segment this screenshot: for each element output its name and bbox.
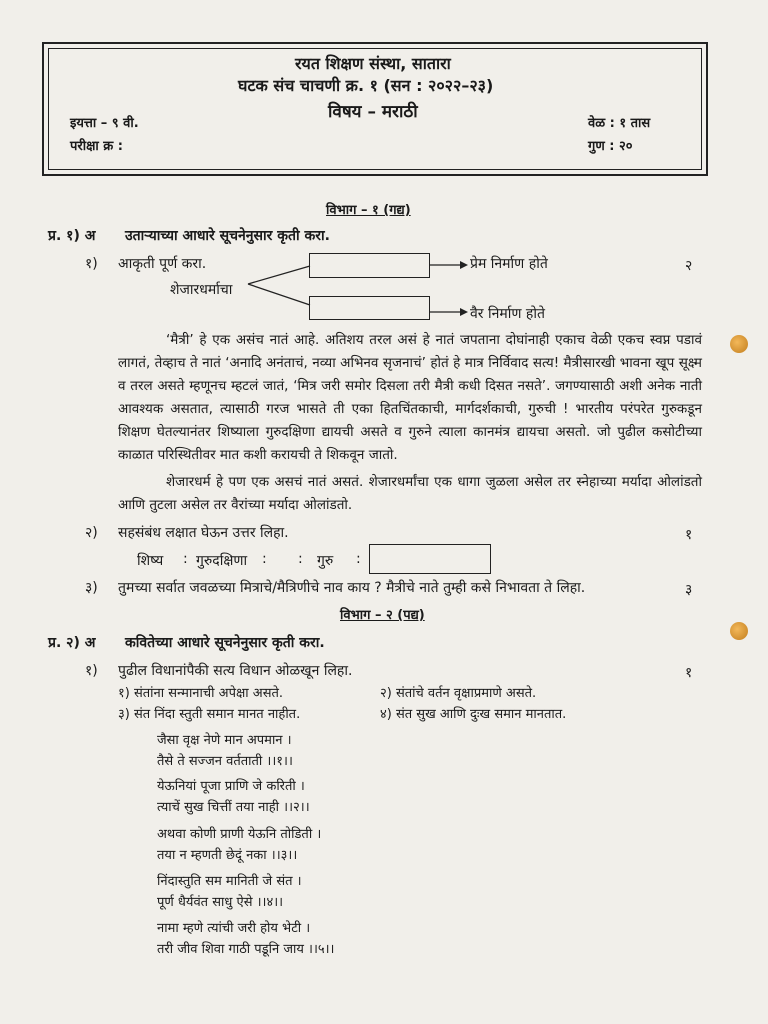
passage-paragraph-1: ‘मैत्री’ हे एक असंच नातं आहे. अतिशय तरल असं हे नातं जपताना दोघांनाही एकाच वेळी एकच स्वप्न पडावं लागतं, तेव्हाच ते नातं ‘अनादि अनंताचं, नव्या अभिनव सृजनाचं’ होतं हे मात्र निर्विवाद सत्य! मैत्रीसारखी भावना खूप सूक्ष्म व तरल असते म्हणूनच म्हटलं जातं, ‘मित्र जरी समोर दिसला तरी मैत्री कधी दिसत नसते’. जगण्यासाठी अशी अनेक नाती आवश्यक असतात, त्यासाठी गरज भासते ती एका हितचिंतकाची, मार्गदर्शकाची, गुरुची ! भारतीय परंपरेत गुरुकडून शिक्षण घेतल्यानंतर शिष्याला गुरुदक्षिणा द्यायची असते व गुरुने त्याला कानमंत्र द्यायचा असतो. जो पुढील कसोटीच्या काळात परिस्थितीवर मात कशी करायची ते शिकवून जातो. [118, 332, 702, 463]
test-title: घटक संच चाचणी क्र. १ (सन : २०२२–२३) [238, 76, 494, 95]
analogy-separator-4: : [356, 551, 361, 567]
option-2: २) संतांचे वर्तन वृक्षाप्रमाणे असते. [380, 686, 537, 701]
poem-line: तैसे ते सज्जन वर्तताती ।।१।। [157, 754, 293, 769]
outcome-love: प्रेम निर्माण होते [470, 256, 548, 272]
option-1: १) संतांना सन्मानाची अपेक्षा असते. [118, 686, 284, 701]
binder-hole [730, 335, 748, 353]
poem-line: जैसा वृक्ष नेणे मान अपमान । [157, 733, 292, 748]
q1-3-number: ३) [85, 580, 98, 596]
q1-2-text: सहसंबंध लक्षात घेऊन उत्तर लिहा. [118, 525, 289, 541]
q2-1-marks: १ [685, 665, 693, 681]
marks-label: गुण : २० [588, 139, 633, 154]
analogy-term-a: शिष्य [137, 553, 164, 569]
exam-number-label: परीक्षा क्र : [70, 139, 123, 154]
q1-2-number: २) [85, 525, 98, 541]
q1-2-marks: १ [685, 527, 693, 543]
analogy-separator-2: : [262, 551, 267, 567]
outcome-enmity: वैर निर्माण होते [470, 306, 545, 322]
analogy-term-b: गुरुदक्षिणा [196, 553, 248, 569]
subject-title: विषय – मराठी [328, 102, 418, 122]
q1-1-text: आकृती पूर्ण करा. [118, 256, 207, 272]
passage-paragraph-2: शेजारधर्म हे पण एक असचं नातं असतं. शेजारधर्मांचा एक धागा जुळला असेल तर स्नेहाच्या मर्यादा ओलांडतो आणि तुटला असेल तर वैरांच्या मर्यादा ओलांडतो. [118, 474, 702, 513]
poem-line: त्याचें सुख चित्तीं तया नाही ।।२।। [157, 800, 310, 815]
class-label: इयत्ता – ९ वी. [70, 116, 139, 131]
option-3: ३) संत निंदा स्तुती समान मानत नाहीत. [118, 707, 301, 722]
institution-name: रयत शिक्षण संस्था, सातारा [295, 54, 451, 73]
poem-line: तरी जीव शिवा गाठी पडूनि जाय ।।५।। [157, 942, 335, 957]
answer-box-2[interactable] [309, 296, 430, 320]
center-label: शेजारधर्माचा [170, 282, 233, 298]
poem-line: निंदास्तुति सम मानिती जे संत । [157, 874, 302, 889]
q1-3-text: तुमच्या सर्वात जवळच्या मित्राचे/मैत्रिणीचे नाव काय ? मैत्रीचे नाते तुम्ही कसे निभावता ते लिहा. [118, 580, 586, 596]
q1-3-marks: ३ [685, 582, 693, 598]
q2-1-text: पुढील विधानांपैकी सत्य विधान ओळखून लिहा. [118, 663, 353, 679]
section2-heading: विभाग – २ (पद्य) [340, 608, 425, 623]
analogy-separator-1: : [183, 551, 188, 567]
poem-line: नामा म्हणे त्यांची जरी होय भेटी । [157, 921, 311, 936]
answer-box-1[interactable] [309, 253, 430, 278]
option-4: ४) संत सुख आणि दुःख समान मानतात. [380, 707, 567, 722]
section1-heading: विभाग – १ (गद्य) [326, 203, 411, 218]
binder-hole [730, 622, 748, 640]
time-label: वेळ : १ तास [588, 116, 651, 131]
analogy-answer-box[interactable] [369, 544, 491, 574]
poem-line: अथवा कोणी प्राणी येऊनि तोडिती । [157, 827, 322, 842]
analogy-separator-3: : [298, 551, 303, 567]
q2a-label: प्र. २) अ [48, 635, 96, 651]
q1-1-number: १) [85, 256, 98, 272]
q2a-instruction: कवितेच्या आधारे सूचनेनुसार कृती करा. [125, 635, 325, 651]
analogy-term-c: गुरु [317, 553, 334, 569]
poem-line: येऊनियां पूजा प्राणि जे करिती । [157, 779, 305, 794]
q1a-instruction: उताऱ्याच्या आधारे सूचनेनुसार कृती करा. [125, 228, 330, 244]
q1a-label: प्र. १) अ [48, 228, 96, 244]
poem-line: पूर्ण धैर्यवंत साधु ऐसे ।।४।। [157, 895, 284, 910]
q2-1-number: १) [85, 663, 98, 679]
poem-line: तया न म्हणती छेदूं नका ।।३।। [157, 848, 298, 863]
q1-1-marks: २ [685, 258, 693, 274]
